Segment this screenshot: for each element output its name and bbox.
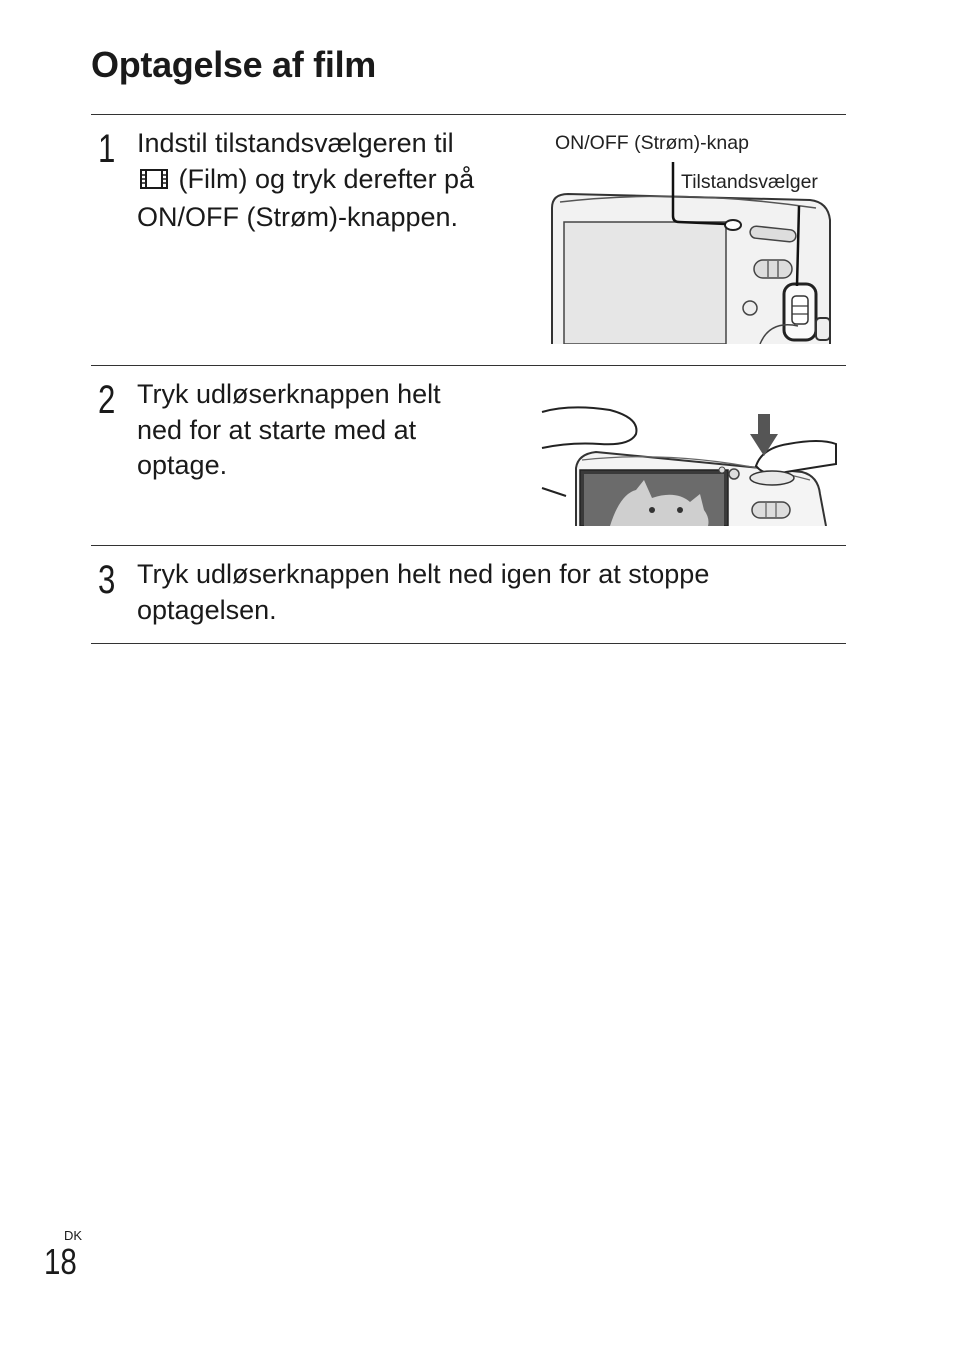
divider-bottom: [91, 643, 846, 644]
step-2-number: 2: [98, 378, 116, 422]
divider-step-3: [91, 545, 846, 546]
step-1-text-after: (Film) og tryk derefter på ON/OFF (Strøm)-knappen.: [137, 163, 475, 232]
divider-top: [91, 114, 846, 115]
page-number: 18: [44, 1241, 77, 1282]
page-title: Optagelse af film: [91, 44, 376, 85]
shutter-press-illustration: [540, 398, 840, 526]
camera-top-illustration: [540, 158, 846, 344]
step-2-text: Tryk udløserknappen helt ned for at starte med at optage.: [137, 379, 441, 480]
step-1-number: 1: [98, 127, 116, 171]
step-1-text: [137, 126, 477, 236]
step-3-text: Tryk udløserknappen helt ned igen for at stoppe optagelsen.: [137, 559, 710, 625]
step-3-number: 3: [98, 558, 116, 602]
divider-step-2: [91, 365, 846, 366]
callout-mode-dial: Tilstandsvælger: [681, 171, 818, 193]
step-1-text-before: Indstil tilstandsvælgeren til: [137, 128, 454, 158]
page-region-label: DK: [64, 1228, 83, 1243]
callout-on-off-button: ON/OFF (Strøm)-knap: [555, 132, 749, 154]
movie-mode-icon: [139, 165, 169, 201]
